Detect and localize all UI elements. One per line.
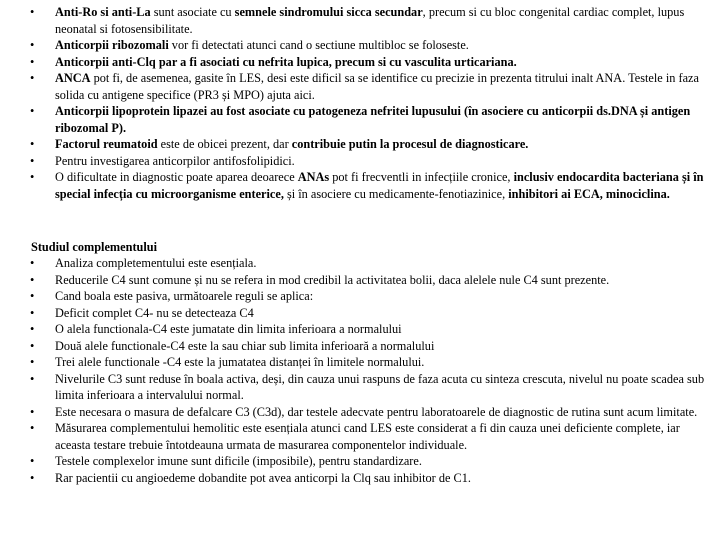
text-segment: pot fi, de asemenea, gasite în LES, desi este dificil sa se identifice cu precizie in prezenta titrului inalt ANA. Testele in faza solida cu antigene specifice (PR3 și MPO) ajuta aici. bbox=[55, 71, 699, 102]
list-item bbox=[28, 371, 708, 404]
list-item bbox=[28, 420, 708, 453]
bullet-marker: • bbox=[30, 322, 35, 336]
list-item bbox=[28, 338, 708, 355]
bullet-marker: • bbox=[30, 289, 35, 303]
list-item bbox=[28, 136, 708, 153]
list-item-text: Analiza completementului este esențiala. bbox=[55, 256, 257, 270]
bold-text-segment: Anti-Ro si anti-La bbox=[55, 5, 151, 19]
text-segment: vor fi detectati atunci cand o sectiune multibloc se foloseste. bbox=[168, 38, 469, 52]
antibody-list bbox=[28, 4, 708, 202]
text-segment: este de obicei prezent, dar bbox=[157, 137, 292, 151]
list-item bbox=[28, 153, 708, 170]
bold-text-segment: contribuie putin la procesul de diagnosticare. bbox=[291, 137, 529, 151]
list-item bbox=[28, 305, 708, 322]
list-item bbox=[28, 470, 708, 487]
list-item-text: Testele complexelor imune sunt dificile (imposibile), pentru standardizare. bbox=[55, 454, 422, 468]
text-segment: Pentru investigarea anticorpilor antifosfolipidici. bbox=[55, 153, 295, 168]
text-segment: și în asociere cu medicamente-fenotiazinice, bbox=[283, 186, 509, 201]
bold-text-segment: Anticorpii anti-Clq par a fi asociati cu nefrita lupica, precum si cu vasculita urticariana. bbox=[55, 54, 517, 69]
list-item-text: Deficit complet C4- nu se detecteaza C4 bbox=[55, 305, 254, 320]
bullet-marker: • bbox=[30, 404, 35, 419]
list-item bbox=[28, 453, 708, 470]
section-title: Studiul complementului bbox=[31, 240, 158, 254]
list-item bbox=[28, 169, 708, 202]
bullet-marker: • bbox=[30, 170, 35, 184]
bullet-marker: • bbox=[30, 470, 35, 485]
text-segment: , precum si cu bloc congenital cardiac complet, lupus neonatal si fotosensibilitate. bbox=[55, 5, 685, 36]
list-item-text: Măsurarea complementului hemolitic este esențiala atunci cand LES este considerat a fi din cauza unei deficiente complete, iar aceasta testare trebuie întotdeauna urmata de masurarea componentelor individuale. bbox=[55, 421, 680, 452]
bullet-marker: • bbox=[30, 5, 35, 19]
text-segment: sunt asociate cu bbox=[150, 5, 235, 19]
list-item bbox=[28, 37, 708, 54]
list-item bbox=[28, 103, 708, 136]
list-item bbox=[28, 70, 708, 103]
list-item bbox=[28, 272, 708, 289]
text-segment: O dificultate in diagnostic poate aparea deoarece bbox=[55, 170, 298, 184]
bullet-marker: • bbox=[30, 454, 35, 468]
list-item-text: Trei alele functionale -C4 este la jumatatea distanței în limitele normalului. bbox=[55, 355, 425, 369]
bold-text-segment: Anticorpii ribozomali bbox=[55, 38, 169, 52]
list-item bbox=[28, 4, 708, 37]
bullet-marker: • bbox=[30, 421, 35, 435]
bold-text-segment: Anticorpii lipoprotein lipazei au fost asociate cu patogeneza nefritei lupusului (în asociere cu anticorpii ds.DNA și antigen ribozomal P). bbox=[55, 104, 691, 135]
list-item bbox=[28, 354, 708, 371]
list-item-text: O alela functionala-C4 este jumatate din limita inferioara a normalului bbox=[55, 322, 402, 336]
list-item-text: Cand boala este pasiva, următoarele reguli se aplica: bbox=[55, 289, 314, 303]
complement-list bbox=[28, 255, 708, 486]
bullet-marker: • bbox=[30, 104, 35, 118]
list-item-text: Reducerile C4 sunt comune și nu se refera in mod credibil la activitatea bolii, daca alelele nule C4 sunt prezente. bbox=[55, 272, 610, 287]
list-item bbox=[28, 404, 708, 421]
bullet-marker: • bbox=[30, 305, 35, 320]
bullet-marker: • bbox=[30, 153, 35, 168]
list-item-text: Nivelurile C3 sunt reduse în boala activa, deși, din cauza unui raspuns de faza acuta cu sinteza crescuta, nivelul nu poate scadea sub limita inferioara a intervalului normal. bbox=[55, 371, 705, 402]
list-item bbox=[28, 321, 708, 338]
bullet-marker: • bbox=[30, 137, 35, 151]
bold-text-segment: inclusiv endocardita bacteriana și în special infecția cu microorganisme enterice, bbox=[55, 170, 704, 201]
bullet-marker: • bbox=[30, 371, 35, 386]
bold-text-segment: ANCA bbox=[55, 71, 91, 85]
bold-text-segment: ANAs bbox=[297, 170, 330, 184]
list-item-text: Două alele functionale-C4 este la sau chiar sub limita inferioară a normalului bbox=[55, 338, 435, 353]
bold-text-segment: semnele sindromului sicca secundar bbox=[234, 5, 423, 19]
bullet-marker: • bbox=[30, 71, 35, 85]
list-item-text: Rar pacientii cu angioedeme dobandite pot avea anticorpi la Clq sau inhibitor de C1. bbox=[55, 470, 471, 485]
bullet-marker: • bbox=[30, 256, 35, 270]
bold-text-segment: inhibitori ai ECA, minociclina. bbox=[508, 186, 670, 201]
bullet-marker: • bbox=[30, 272, 35, 287]
bullet-marker: • bbox=[30, 54, 35, 69]
bullet-marker: • bbox=[30, 338, 35, 353]
bullet-marker: • bbox=[30, 38, 35, 52]
bold-text-segment: Factorul reumatoid bbox=[55, 137, 158, 151]
list-item bbox=[28, 54, 708, 71]
text-segment: pot fi frecventli in infecțiile cronice, bbox=[329, 170, 514, 184]
list-item-text: Este necesara o masura de defalcare C3 (C3d), dar testele adecvate pentru laboratoarele de diagnostic de rutina sunt acum limitate. bbox=[55, 404, 698, 419]
bullet-marker: • bbox=[30, 355, 35, 369]
list-item bbox=[28, 255, 708, 272]
list-item bbox=[28, 288, 708, 305]
